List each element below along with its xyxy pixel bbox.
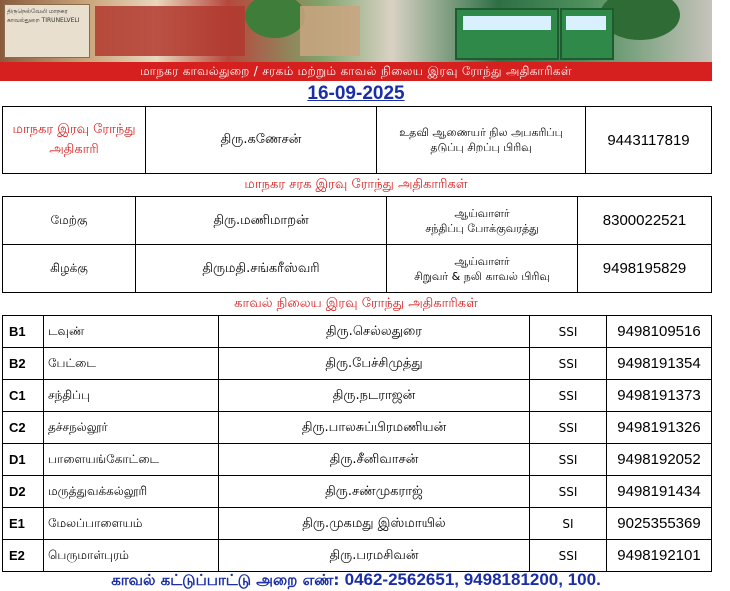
station-code: C1	[3, 380, 44, 412]
officer-rank: SSI	[530, 348, 607, 380]
city-officer-phone: 9443117819	[586, 107, 712, 174]
city-officer-name: திரு.கணேசன்	[146, 107, 377, 174]
officer-name: திரு.முகமது இஸ்மாயில்	[219, 508, 530, 540]
table-row	[3, 348, 712, 380]
station-code: C2	[3, 412, 44, 444]
officer-phone: 8300022521	[578, 197, 712, 245]
officer-name: திருமதி.சங்கரீஸ்வரி	[136, 245, 387, 293]
table-row	[3, 316, 712, 348]
footer-numbers: 0462-2562651, 9498181200, 100.	[344, 570, 601, 589]
table-row	[3, 412, 712, 444]
page-title: மாநகர காவல்துறை / சரகம் மற்றும் காவல் நிலைய இரவு ரோந்து அதிகாரிகள்	[0, 62, 712, 81]
footer-label: காவல் கட்டுப்பாட்டு அறை எண்:	[111, 571, 340, 589]
header-banner-image	[0, 0, 712, 62]
table-row	[3, 197, 712, 245]
city-officer-designation: உதவி ஆணையர் நில அபகரிப்பு தடுப்பு சிறப்பு பிரிவு	[377, 107, 586, 174]
station-code: B1	[3, 316, 44, 348]
officer-name: திரு.பாலசுப்பிரமணியன்	[219, 412, 530, 444]
station-name: சந்திப்பு	[44, 380, 219, 412]
officer-phone: 9025355369	[607, 508, 712, 540]
officer-rank: SSI	[530, 444, 607, 476]
table-row	[3, 380, 712, 412]
station-code: E2	[3, 540, 44, 572]
officer-unit: சிறுவர் & நலி காவல் பிரிவு	[414, 269, 550, 283]
station-name: பாளையங்கோட்டை	[44, 444, 219, 476]
range-officers-table	[2, 196, 712, 293]
station-code: D2	[3, 476, 44, 508]
officer-rank: SSI	[530, 316, 607, 348]
officer-rank: SSI	[530, 412, 607, 444]
control-room-footer	[0, 570, 712, 591]
station-section-title: காவல் நிலைய இரவு ரோந்து அதிகாரிகள்	[234, 296, 478, 311]
officer-phone: 9498191354	[607, 348, 712, 380]
officer-phone: 9498191434	[607, 476, 712, 508]
police-logo-panel: திருநெல்வேலி மாநகர காவல்துறை TIRUNELVELI	[4, 4, 90, 58]
station-name: தச்சநல்லூர்	[44, 412, 219, 444]
table-row	[3, 245, 712, 293]
table-row	[3, 444, 712, 476]
city-officer-label: மாநகர இரவு ரோந்து அதிகாரி	[3, 107, 146, 174]
officer-name: திரு.சண்முகராஜ்	[219, 476, 530, 508]
station-code: B2	[3, 348, 44, 380]
station-name: மருத்துவக்கல்லூரி	[44, 476, 219, 508]
officer-name: திரு.சீனிவாசன்	[219, 444, 530, 476]
report-date: 16-09-2025	[307, 83, 405, 104]
station-name: மேலப்பாளையம்	[44, 508, 219, 540]
station-code: E1	[3, 508, 44, 540]
officer-rank: SI	[530, 508, 607, 540]
officer-name: திரு.மணிமாறன்	[136, 197, 387, 245]
officer-rank: SSI	[530, 380, 607, 412]
officer-rank: SSI	[530, 476, 607, 508]
range-name: மேற்கு	[3, 197, 136, 245]
officer-phone: 9498191373	[607, 380, 712, 412]
table-row	[3, 540, 712, 572]
officer-phone: 9498192101	[607, 540, 712, 572]
officer-name: திரு.நடராஜன்	[219, 380, 530, 412]
range-name: கிழக்கு	[3, 245, 136, 293]
officer-name: திரு.பரமசிவன்	[219, 540, 530, 572]
station-name: டவுண்	[44, 316, 219, 348]
officer-phone: 9498109516	[607, 316, 712, 348]
table-row	[3, 508, 712, 540]
officer-phone: 9498192052	[607, 444, 712, 476]
officer-name: திரு.செல்லதுரை	[219, 316, 530, 348]
range-section-title: மாநகர சரக இரவு ரோந்து அதிகாரிகள்	[244, 177, 468, 192]
officer-phone: 9498191326	[607, 412, 712, 444]
officer-phone: 9498195829	[578, 245, 712, 293]
city-officer-table	[2, 106, 712, 174]
officer-rank: ஆய்வாளர்	[454, 206, 510, 220]
station-name: பெருமாள்புரம்	[44, 540, 219, 572]
officer-name: திரு.பேச்சிமுத்து	[219, 348, 530, 380]
table-row	[3, 476, 712, 508]
officer-rank: ஆய்வாளர்	[454, 254, 510, 268]
station-officers-table	[2, 315, 712, 572]
officer-rank: SSI	[530, 540, 607, 572]
officer-unit: சந்திப்பு போக்குவரத்து	[425, 221, 539, 235]
station-code: D1	[3, 444, 44, 476]
station-name: பேட்டை	[44, 348, 219, 380]
